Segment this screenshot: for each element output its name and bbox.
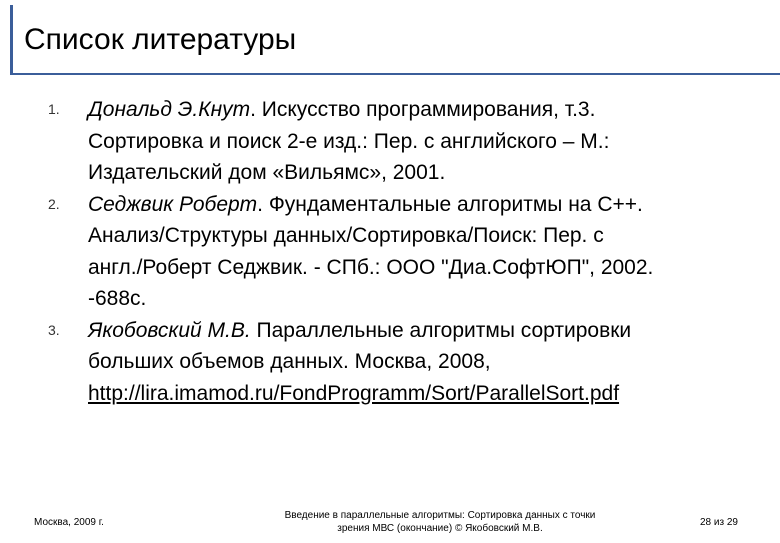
reference-text: англ./Роберт Седжвик. - СПб.: ООО "Диа.СофтЮП", 2002. [88, 255, 654, 279]
page-title: Список литературы [24, 23, 297, 56]
reference-number: 1. [48, 101, 60, 117]
reference-list [48, 94, 760, 409]
reference-item [48, 315, 760, 410]
reference-author: Дональд Э.Кнут [88, 98, 251, 121]
reference-text: -688с. [88, 287, 147, 310]
reference-link[interactable]: http://lira.imamod.ru/FondProgramm/Sort/ParallelSort.pdf [88, 381, 620, 405]
reference-text: Анализ/Структуры данных/Сортировка/Поиск: Пер. с [88, 224, 604, 247]
reference-number: 2. [48, 195, 60, 212]
reference-text: больших объемов данных. Москва, 2008, [88, 350, 491, 373]
reference-text: Издательский дом «Вильямс», 2001. [88, 161, 446, 184]
reference-text: Сортировка и поиск 2-е изд.: Пер. с английского – М.: [88, 129, 610, 153]
reference-text: . Фундаментальные алгоритмы на С++. [257, 192, 643, 216]
reference-author: Седжвик Роберт [88, 192, 258, 216]
title-frame-left [10, 5, 13, 73]
footer-course-line: зрения МВС (окончание) © Якобовский М.В. [337, 523, 543, 534]
reference-text: Параллельные алгоритмы сортировки [250, 318, 632, 342]
reference-number: 3. [48, 321, 60, 338]
reference-item [48, 94, 760, 189]
footer-location-date: Москва, 2009 г. [34, 517, 104, 528]
title-frame-bottom [10, 73, 780, 75]
reference-author: Якобовский М.В. [88, 318, 251, 342]
reference-text: . Искусство программирования, т.3. [250, 98, 596, 121]
footer-course-line: Введение в параллельные алгоритмы: Сортировка данных с точки [284, 510, 596, 521]
footer-course-title [270, 509, 610, 535]
reference-item [48, 189, 760, 315]
slide-number: 28 из 29 [700, 517, 738, 528]
